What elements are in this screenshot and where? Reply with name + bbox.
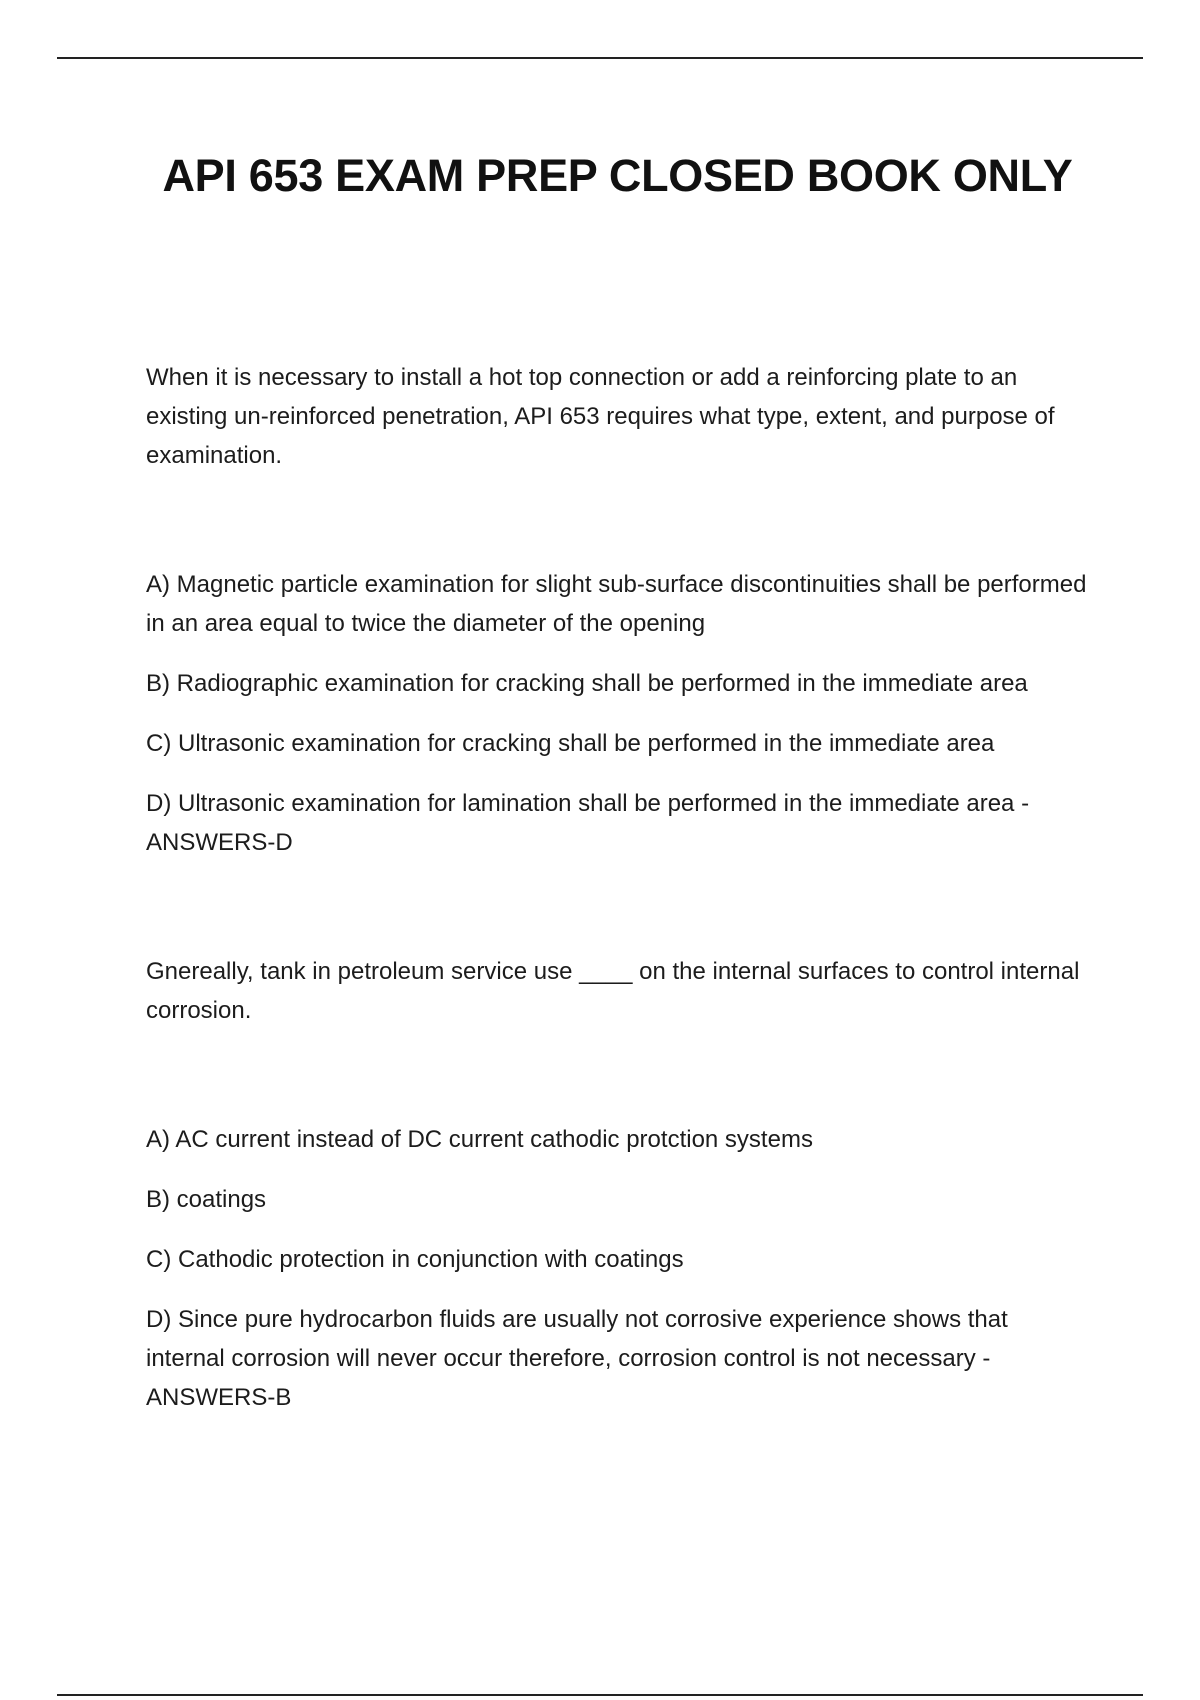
question-2 [146, 952, 1091, 1417]
answer-option-a: A) Magnetic particle examination for slight sub-surface discontinuities shall be performed in an area equal to twice the diameter of the opening [146, 571, 1087, 637]
question-text: When it is necessary to install a hot top connection or add a reinforcing plate to an existing un-reinforced penetration, API 653 requires what type, extent, and purpose of examination. [146, 364, 1055, 469]
question-text: Gnereally, tank in petroleum service use ____ on the internal surfaces to control internal corrosion. [146, 958, 1080, 1024]
bottom-divider [57, 1694, 1143, 1696]
answer-option-c: C) Ultrasonic examination for cracking shall be performed in the immediate area [146, 730, 995, 757]
answer-option-b: B) Radiographic examination for cracking shall be performed in the immediate area [146, 670, 1028, 697]
answer-option-a: A) AC current instead of DC current cathodic protction systems [146, 1126, 813, 1153]
top-divider [57, 57, 1143, 59]
page-title: API 653 EXAM PREP CLOSED BOOK ONLY [162, 150, 1073, 201]
question-list [146, 358, 1091, 1438]
answer-option-d: D) Since pure hydrocarbon fluids are usually not corrosive experience shows that internal corrosion will never occur therefore, corrosion control is not necessary - ANSWERS-B [146, 1306, 1008, 1411]
answer-option-d: D) Ultrasonic examination for lamination shall be performed in the immediate area - ANSWERS-D [146, 790, 1030, 856]
question-1 [146, 358, 1091, 862]
answer-option-c: C) Cathodic protection in conjunction with coatings [146, 1246, 684, 1273]
answer-option-b: B) coatings [146, 1186, 267, 1213]
